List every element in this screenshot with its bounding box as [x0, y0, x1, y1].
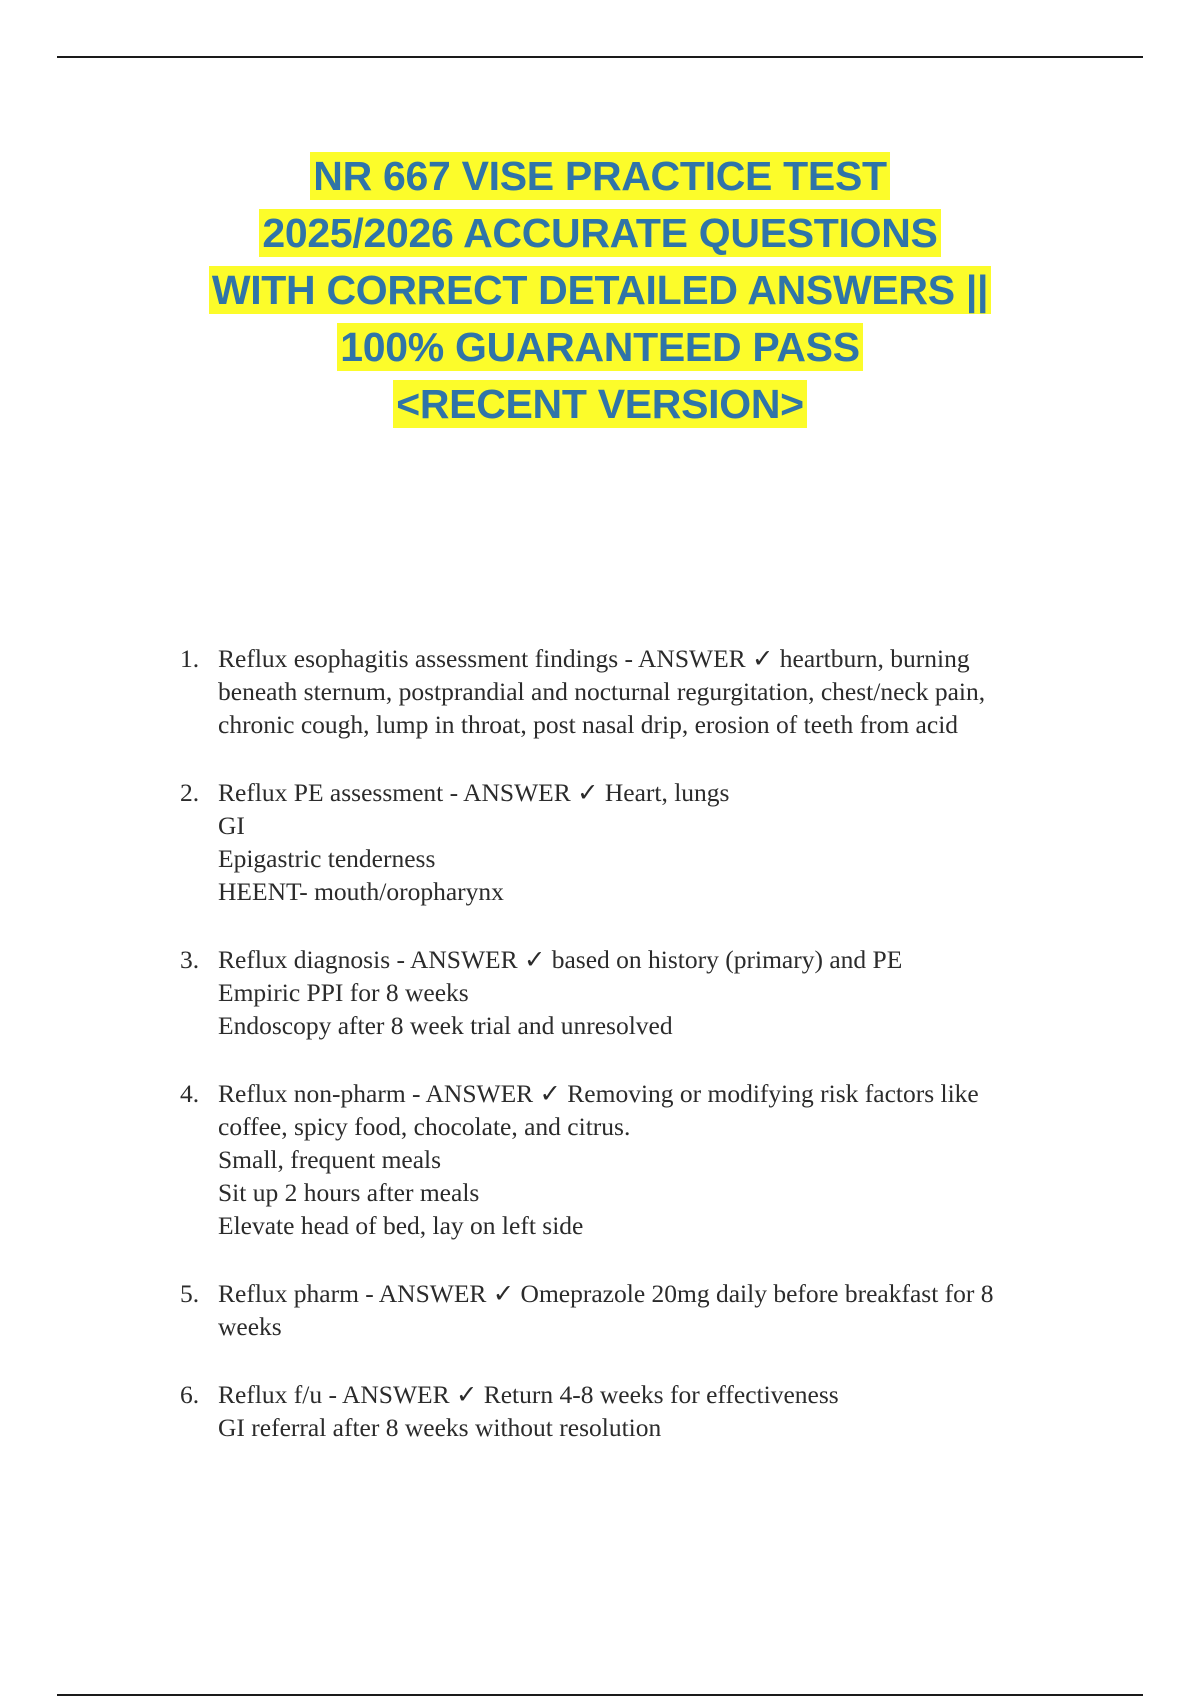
- question-text-line: coffee, spicy food, chocolate, and citrus.: [218, 1112, 631, 1141]
- title-line-4: 100% GUARANTEED PASS: [337, 323, 863, 371]
- question-text-line: Sit up 2 hours after meals: [218, 1178, 480, 1207]
- bottom-divider: [57, 1694, 1143, 1696]
- title-line-3: WITH CORRECT DETAILED ANSWERS ||: [209, 266, 991, 314]
- question-number: 4.: [180, 1079, 200, 1108]
- question-text-line: Reflux non-pharm - ANSWER ✓ Removing or modifying risk factors like: [218, 1079, 979, 1108]
- question-text-line: Endoscopy after 8 week trial and unresolved: [218, 1011, 673, 1040]
- question-number: 3.: [180, 945, 200, 974]
- question-item-6: [180, 1378, 1100, 1444]
- question-text-line: Reflux f/u - ANSWER ✓ Return 4-8 weeks for effectiveness: [218, 1380, 839, 1409]
- question-text-line: Reflux pharm - ANSWER ✓ Omeprazole 20mg daily before breakfast for 8: [218, 1279, 994, 1308]
- question-item-2: [180, 776, 1100, 908]
- top-divider: [57, 56, 1143, 58]
- title-line-2: 2025/2026 ACCURATE QUESTIONS: [259, 209, 940, 257]
- question-text-line: Small, frequent meals: [218, 1145, 442, 1174]
- question-number: 2.: [180, 778, 200, 807]
- document-title: [100, 148, 1100, 433]
- question-text-line: GI referral after 8 weeks without resolution: [218, 1413, 662, 1442]
- question-number: 1.: [180, 644, 200, 673]
- question-text-line: beneath sternum, postprandial and nocturnal regurgitation, chest/neck pain,: [218, 677, 986, 706]
- question-item-4: [180, 1077, 1100, 1242]
- question-text-line: Elevate head of bed, lay on left side: [218, 1211, 584, 1240]
- question-number: 6.: [180, 1380, 200, 1409]
- question-item-1: [180, 642, 1100, 741]
- question-text-line: Reflux esophagitis assessment findings - ANSWER ✓ heartburn, burning: [218, 644, 970, 673]
- question-text-line: Reflux diagnosis - ANSWER ✓ based on history (primary) and PE: [218, 945, 903, 974]
- question-number: 5.: [180, 1279, 200, 1308]
- question-item-5: [180, 1277, 1100, 1343]
- title-line-1: NR 667 VISE PRACTICE TEST: [310, 152, 889, 200]
- question-text-line: chronic cough, lump in throat, post nasal drip, erosion of teeth from acid: [218, 710, 959, 739]
- question-text-line: Empiric PPI for 8 weeks: [218, 978, 469, 1007]
- title-line-5: <RECENT VERSION>: [393, 380, 807, 428]
- question-text-line: Reflux PE assessment - ANSWER ✓ Heart, lungs: [218, 778, 730, 807]
- question-text-line: GI: [218, 811, 245, 840]
- question-list: [180, 642, 1100, 1479]
- question-item-3: [180, 943, 1100, 1042]
- question-text-line: HEENT- mouth/oropharynx: [218, 877, 504, 906]
- question-text-line: Epigastric tenderness: [218, 844, 436, 873]
- question-text-line: weeks: [218, 1312, 282, 1341]
